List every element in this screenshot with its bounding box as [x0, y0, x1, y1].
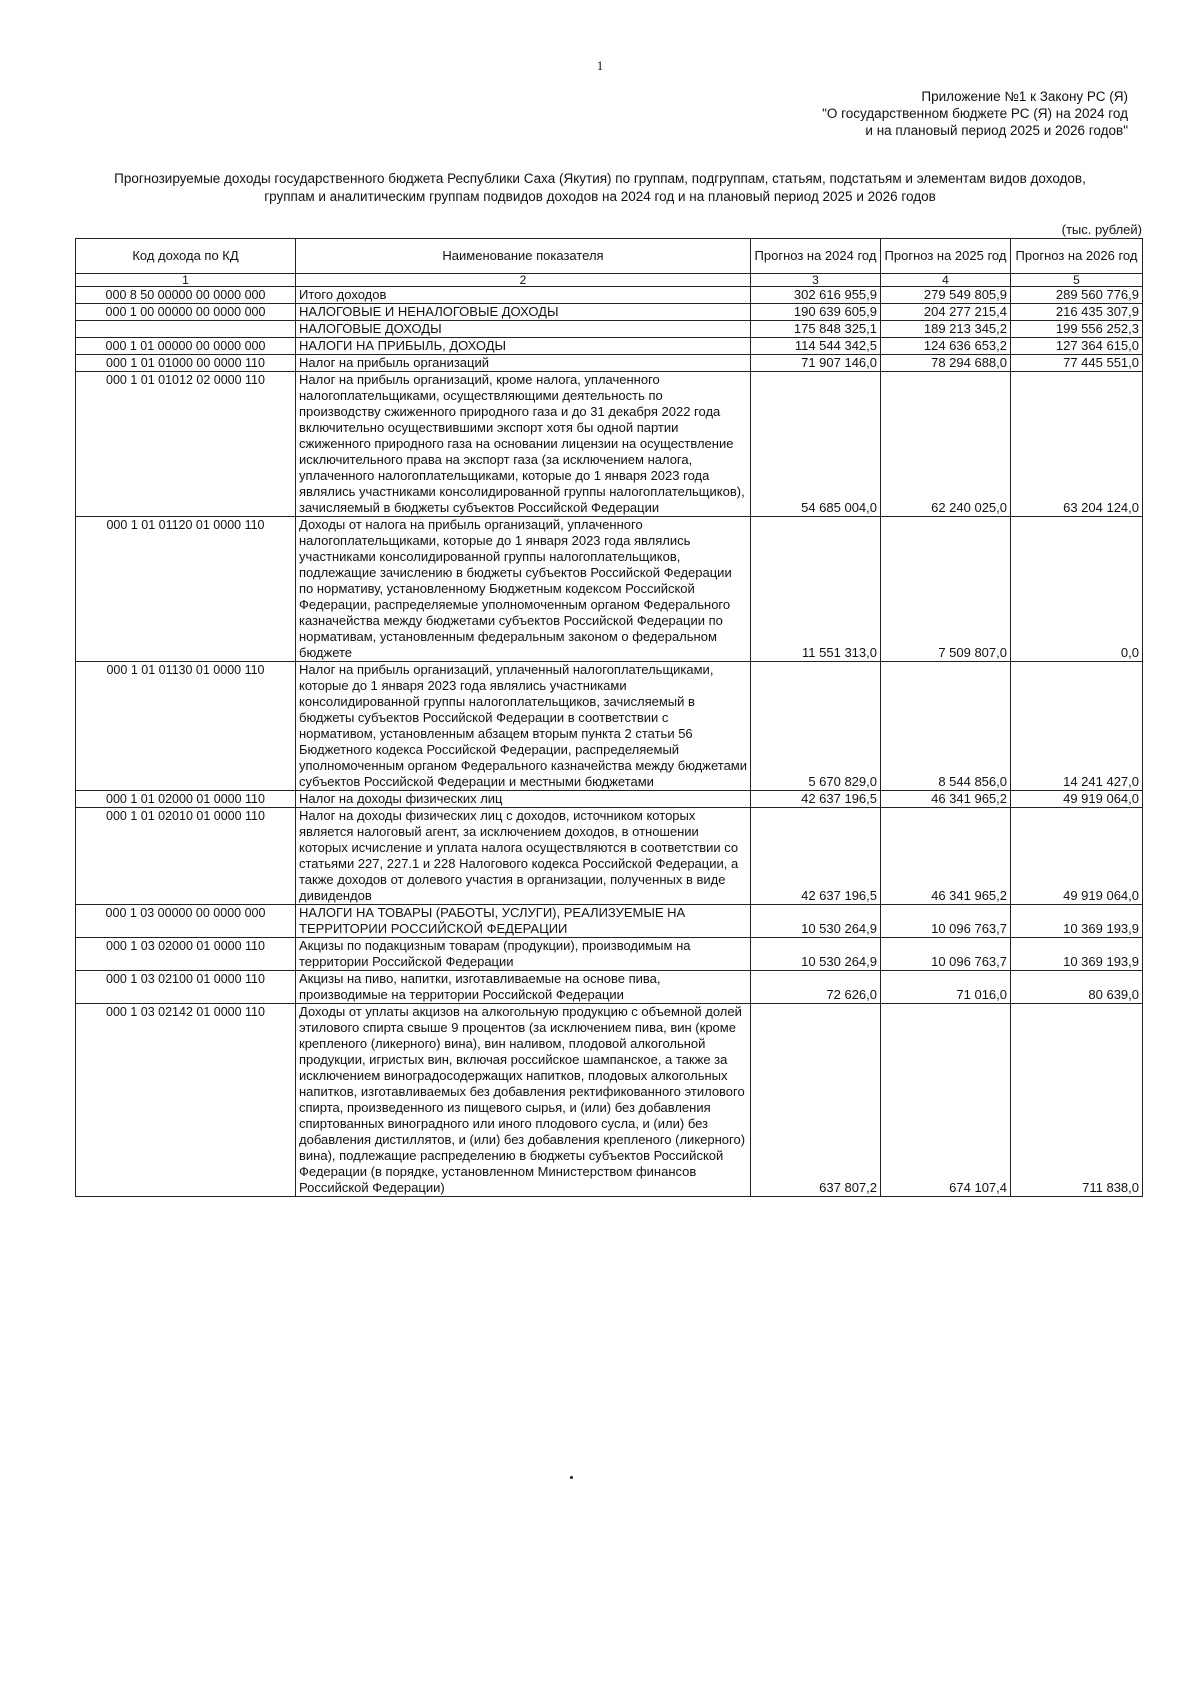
scan-dot: [570, 1476, 573, 1479]
forecast-2025: 674 107,4: [881, 1004, 1011, 1197]
income-code: 000 1 01 01000 00 0000 110: [76, 355, 296, 372]
forecast-2024: 54 685 004,0: [751, 372, 881, 517]
column-number: 2: [296, 274, 751, 287]
forecast-2026: 14 241 427,0: [1011, 662, 1143, 791]
indicator-name: Налог на прибыль организаций, уплаченный налогоплательщиками, которые до 1 января 2023 года являлись участниками консолидированной группы налогоплательщиков, зачисляемый в бюджеты субъектов Российской Федерации в соответствии с нормативом, установленным абзацем вторым пункта 2 статьи 56 Бюджетного кодекса Российской Федерации, распределяемый уполномоченным органом Федерального казначейства между бюджетами субъектов Российской Федерации и местными бюджетами: [296, 662, 751, 791]
table-row: [76, 971, 1143, 1004]
table-row: [76, 355, 1143, 372]
header-code: Код дохода по КД: [76, 239, 296, 274]
forecast-2024: 190 639 605,9: [751, 304, 881, 321]
income-code: 000 1 01 01012 02 0000 110: [76, 372, 296, 517]
table-row: [76, 372, 1143, 517]
header-2024: Прогноз на 2024 год: [751, 239, 881, 274]
forecast-2024: 72 626,0: [751, 971, 881, 1004]
table-row: [76, 905, 1143, 938]
indicator-name: Налог на доходы физических лиц: [296, 791, 751, 808]
forecast-2025: 8 544 856,0: [881, 662, 1011, 791]
indicator-name: Доходы от уплаты акцизов на алкогольную продукцию с объемной долей этилового спирта свыше 9 процентов (за исключением пива, вин (кроме крепленого (ликерного) вина), вин наливом, плодовой алкогольной продукции, игристых вин, включая российское шампанское, а также за исключением виноградосодержащих напитков, плодовых алкогольных напитков, изготавливаемых без добавления ректификованного этилового спирта, произведенного из пищевого сырья, и (или) без добавления спиртованных виноградного или иного плодового сусла, и (или) без добавления дистиллятов, и (или) без добавления крепленого (ликерного) вина), подлежащие распределению в бюджеты субъектов Российской Федерации (в порядке, установленном Министерством финансов Российской Федерации): [296, 1004, 751, 1197]
income-code: 000 1 00 00000 00 0000 000: [76, 304, 296, 321]
table-row: [76, 321, 1143, 338]
header-name: Наименование показателя: [296, 239, 751, 274]
table-row: [76, 938, 1143, 971]
forecast-2026: 216 435 307,9: [1011, 304, 1143, 321]
indicator-name: Акцизы на пиво, напитки, изготавливаемые на основе пива, производимые на территории Российской Федерации: [296, 971, 751, 1004]
table-row: [76, 1004, 1143, 1197]
table-row: [76, 662, 1143, 791]
forecast-2024: 114 544 342,5: [751, 338, 881, 355]
forecast-2026: 10 369 193,9: [1011, 905, 1143, 938]
column-number: 3: [751, 274, 881, 287]
forecast-2026: 49 919 064,0: [1011, 808, 1143, 905]
income-code: 000 1 01 01120 01 0000 110: [76, 517, 296, 662]
column-number-row: [76, 274, 1143, 287]
income-code: 000 1 01 02010 01 0000 110: [76, 808, 296, 905]
indicator-name: Доходы от налога на прибыль организаций, уплаченного налогоплательщиками, которые до 1 января 2023 года являлись участниками консолидированной группы налогоплательщиков, подлежащие зачислению в бюджеты субъектов Российской Федерации по нормативу, установленному Бюджетным кодексом Российской Федерации, распределяемые уполномоченным органом Федерального казначейства между бюджетами субъектов Российской Федерации по нормативам, установленным федеральным законом о федеральном бюджете: [296, 517, 751, 662]
forecast-2025: 7 509 807,0: [881, 517, 1011, 662]
forecast-2024: 5 670 829,0: [751, 662, 881, 791]
forecast-2026: 10 369 193,9: [1011, 938, 1143, 971]
column-number: 1: [76, 274, 296, 287]
forecast-2024: 175 848 325,1: [751, 321, 881, 338]
forecast-2026: 0,0: [1011, 517, 1143, 662]
forecast-2025: 62 240 025,0: [881, 372, 1011, 517]
indicator-name: Налог на прибыль организаций, кроме налога, уплаченного налогоплательщиками, осуществляющими деятельность по производству сжиженного природного газа и до 31 декабря 2022 года включительно осуществившими экспорт хотя бы одной партии сжиженного природного газа на основании лицензии на осуществление исключительного права на экспорт газа (за исключением налога, уплаченного налогоплательщиками, которые до 1 января 2023 года являлись участниками консолидированной группы налогоплательщиков), зачисляемый в бюджеты субъектов Российской Федерации: [296, 372, 751, 517]
forecast-2025: 10 096 763,7: [881, 905, 1011, 938]
appendix-line-1: Приложение №1 к Закону РС (Я): [921, 89, 1128, 104]
forecast-2024: 71 907 146,0: [751, 355, 881, 372]
forecast-2025: 204 277 215,4: [881, 304, 1011, 321]
forecast-2026: 63 204 124,0: [1011, 372, 1143, 517]
income-code: 000 1 01 00000 00 0000 000: [76, 338, 296, 355]
table-row: [76, 808, 1143, 905]
column-number: 5: [1011, 274, 1143, 287]
forecast-2026: 711 838,0: [1011, 1004, 1143, 1197]
forecast-2024: 302 616 955,9: [751, 287, 881, 304]
units-label: (тыс. рублей): [1061, 222, 1142, 237]
forecast-2024: 42 637 196,5: [751, 808, 881, 905]
income-code: 000 1 01 02000 01 0000 110: [76, 791, 296, 808]
forecast-2024: 10 530 264,9: [751, 938, 881, 971]
forecast-2026: 289 560 776,9: [1011, 287, 1143, 304]
title-line-1: Прогнозируемые доходы государственного бюджета Республики Саха (Якутия) по группам, подгруппам, статьям, подстатьям и элементам видов доходов,: [114, 171, 1086, 186]
indicator-name: НАЛОГОВЫЕ И НЕНАЛОГОВЫЕ ДОХОДЫ: [296, 304, 751, 321]
income-code: 000 1 03 00000 00 0000 000: [76, 905, 296, 938]
forecast-2024: 42 637 196,5: [751, 791, 881, 808]
appendix-line-3: и на плановый период 2025 и 2026 годов": [865, 123, 1128, 138]
income-code: [76, 321, 296, 338]
forecast-2024: 10 530 264,9: [751, 905, 881, 938]
forecast-2024: 637 807,2: [751, 1004, 881, 1197]
forecast-2026: 199 556 252,3: [1011, 321, 1143, 338]
forecast-2025: 46 341 965,2: [881, 791, 1011, 808]
appendix-line-2: "О государственном бюджете РС (Я) на 2024 год: [822, 106, 1128, 121]
forecast-2025: 189 213 345,2: [881, 321, 1011, 338]
forecast-2025: 124 636 653,2: [881, 338, 1011, 355]
indicator-name: НАЛОГИ НА ТОВАРЫ (РАБОТЫ, УСЛУГИ), РЕАЛИЗУЕМЫЕ НА ТЕРРИТОРИИ РОССИЙСКОЙ ФЕДЕРАЦИИ: [296, 905, 751, 938]
forecast-2025: 71 016,0: [881, 971, 1011, 1004]
forecast-2025: 78 294 688,0: [881, 355, 1011, 372]
table-row: [76, 517, 1143, 662]
table-row: [76, 338, 1143, 355]
forecast-2025: 46 341 965,2: [881, 808, 1011, 905]
column-number: 4: [881, 274, 1011, 287]
income-code: 000 1 01 01130 01 0000 110: [76, 662, 296, 791]
header-2025: Прогноз на 2025 год: [881, 239, 1011, 274]
forecast-2026: 49 919 064,0: [1011, 791, 1143, 808]
appendix-reference: [822, 88, 1128, 139]
table-row: [76, 791, 1143, 808]
header-row: [76, 239, 1143, 274]
table-row: [76, 304, 1143, 321]
page-number: 1: [596, 58, 604, 73]
header-2026: Прогноз на 2026 год: [1011, 239, 1143, 274]
forecast-2024: 11 551 313,0: [751, 517, 881, 662]
income-code: 000 1 03 02000 01 0000 110: [76, 938, 296, 971]
indicator-name: Акцизы по подакцизным товарам (продукции), производимым на территории Российской Федерации: [296, 938, 751, 971]
income-code: 000 1 03 02142 01 0000 110: [76, 1004, 296, 1197]
forecast-2025: 10 096 763,7: [881, 938, 1011, 971]
indicator-name: Налог на доходы физических лиц с доходов, источником которых является налоговый агент, за исключением доходов, в отношении которых исчисление и уплата налога осуществляются в соответствии со статьями 227, 227.1 и 228 Налогового кодекса Российской Федерации, а также доходов от долевого участия в организации, полученных в виде дивидендов: [296, 808, 751, 905]
table-row: [76, 287, 1143, 304]
forecast-2025: 279 549 805,9: [881, 287, 1011, 304]
income-code: 000 1 03 02100 01 0000 110: [76, 971, 296, 1004]
indicator-name: НАЛОГИ НА ПРИБЫЛЬ, ДОХОДЫ: [296, 338, 751, 355]
title-line-2: группам и аналитическим группам подвидов доходов на 2024 год и на плановый период 2025 и 2026 годов: [264, 189, 936, 204]
forecast-2026: 77 445 551,0: [1011, 355, 1143, 372]
income-code: 000 8 50 00000 00 0000 000: [76, 287, 296, 304]
revenue-table: [75, 238, 1143, 1197]
indicator-name: НАЛОГОВЫЕ ДОХОДЫ: [296, 321, 751, 338]
indicator-name: Налог на прибыль организаций: [296, 355, 751, 372]
indicator-name: Итого доходов: [296, 287, 751, 304]
forecast-2026: 80 639,0: [1011, 971, 1143, 1004]
document-title: [60, 170, 1140, 206]
forecast-2026: 127 364 615,0: [1011, 338, 1143, 355]
